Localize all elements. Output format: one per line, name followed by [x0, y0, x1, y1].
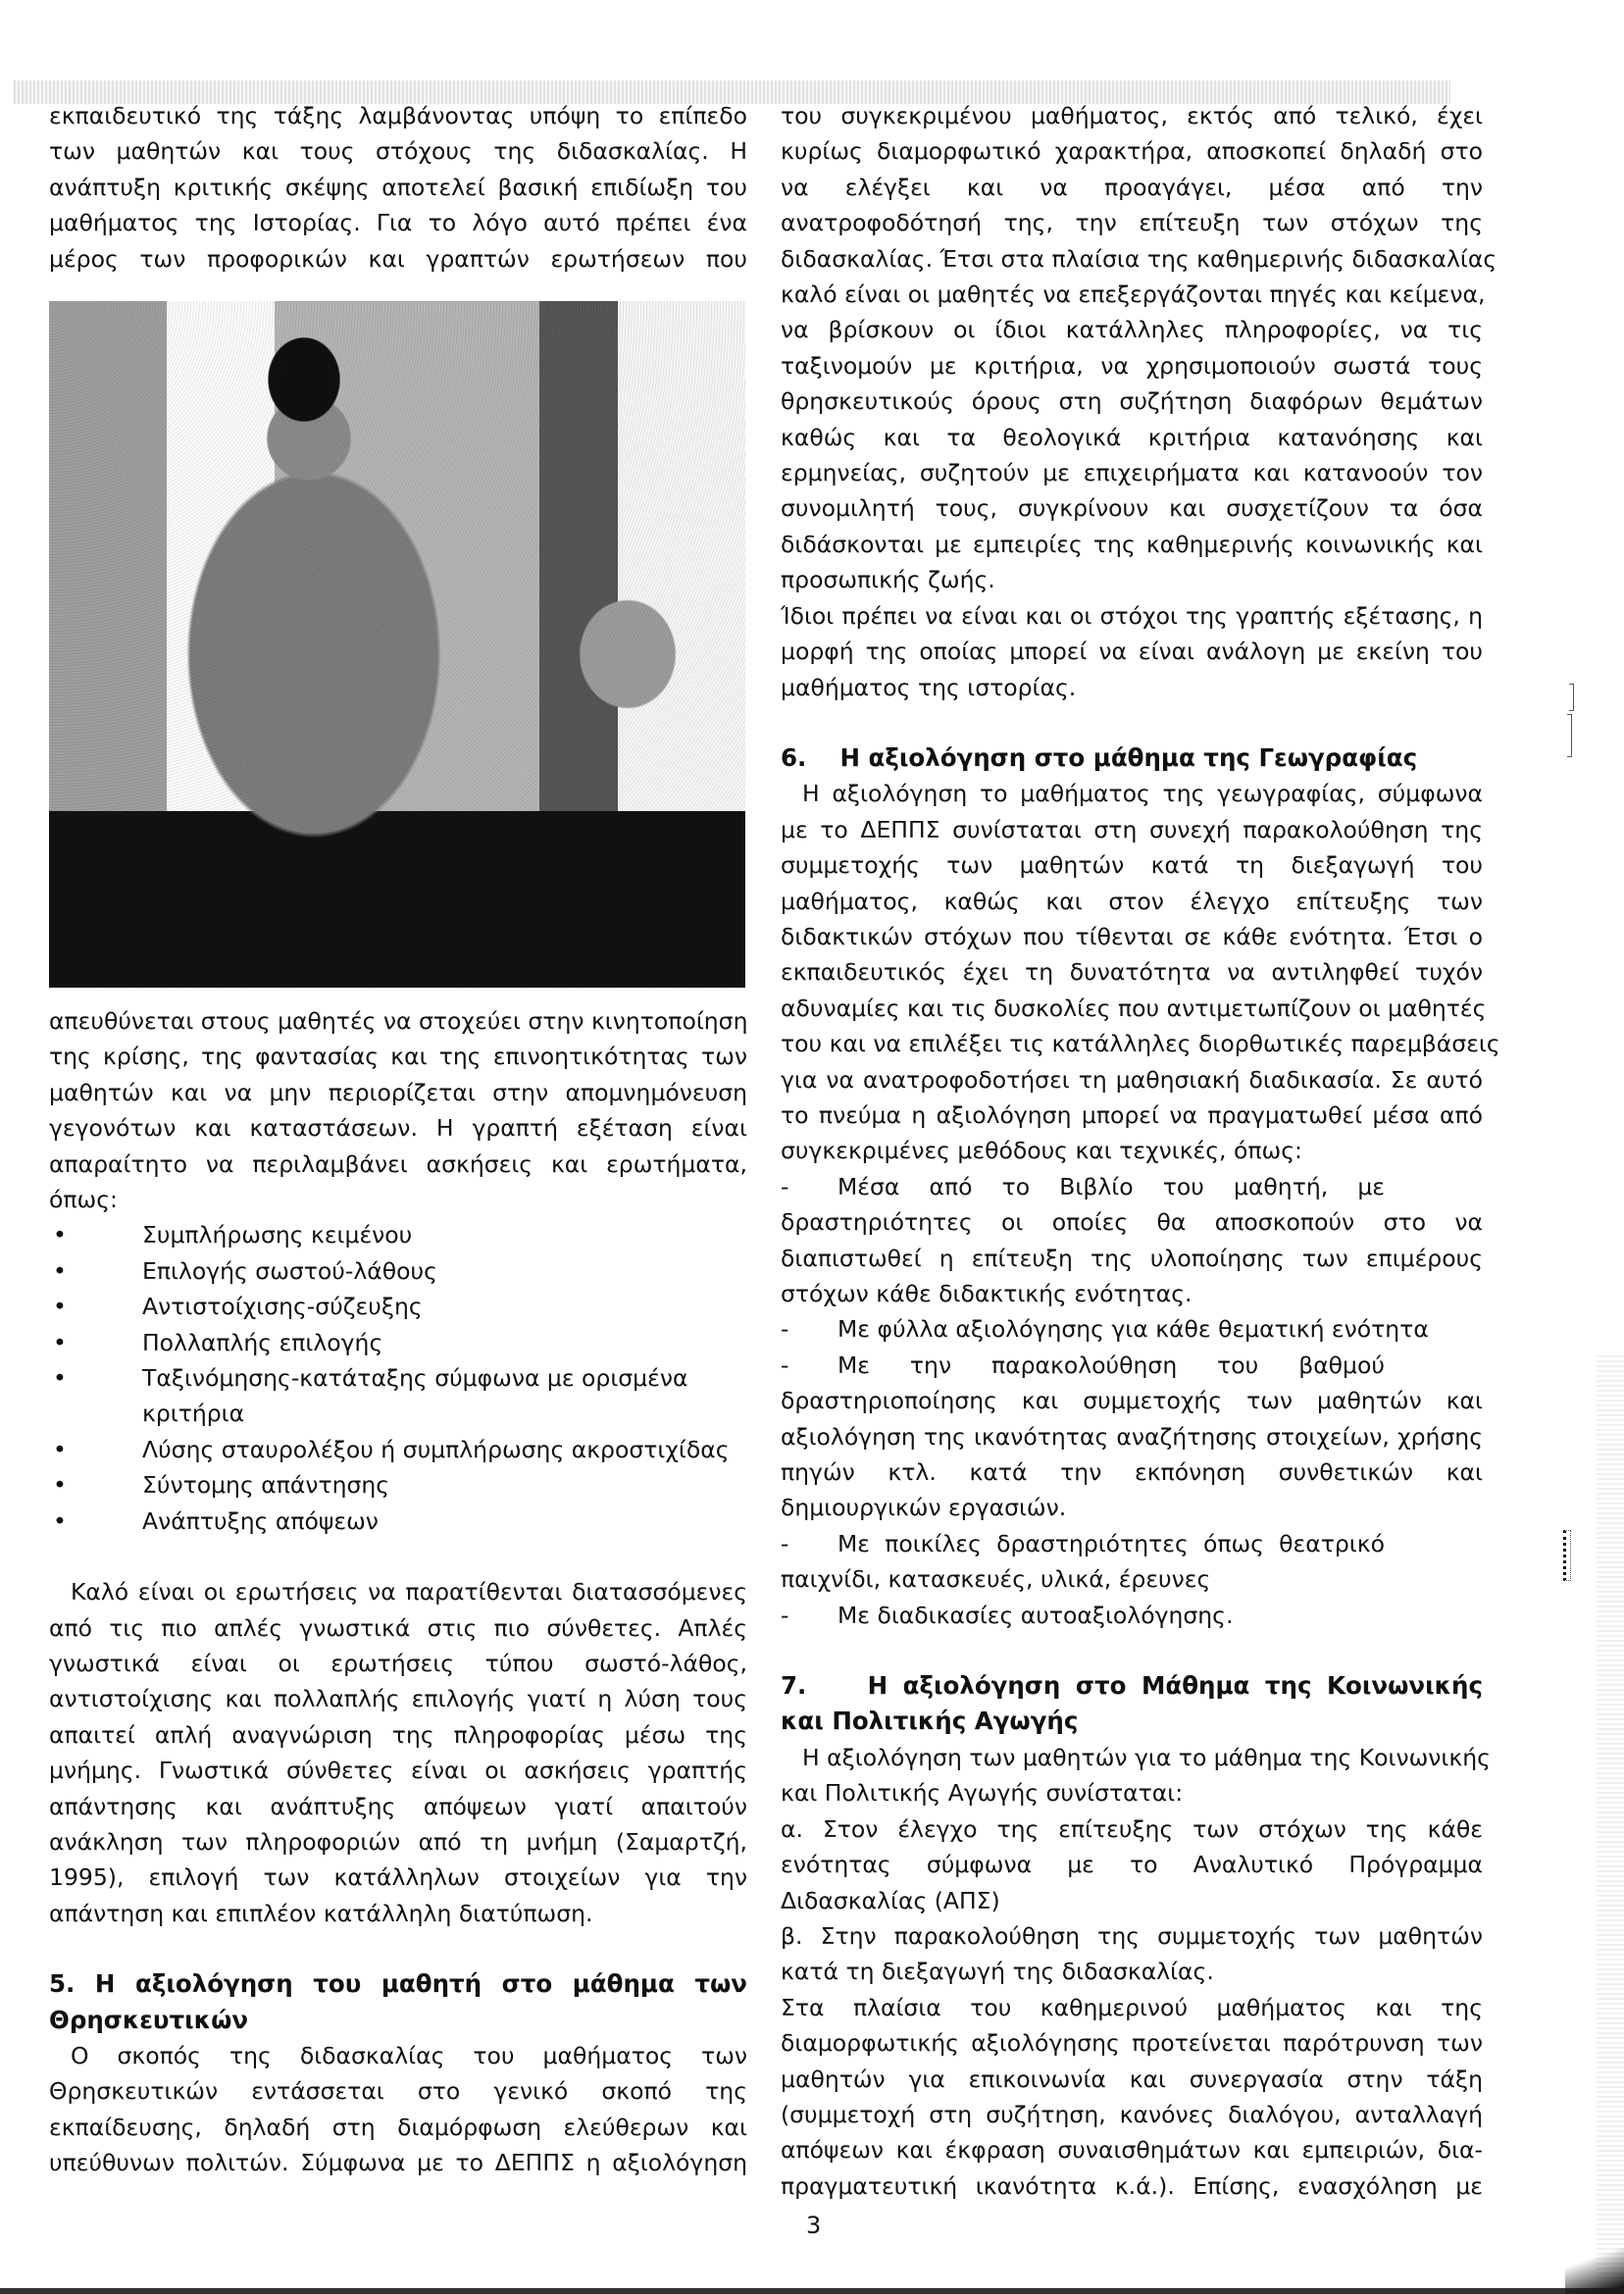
questions-paragraph: [49, 1574, 747, 1931]
text-line: καλό είναι οι μαθητές να επεξεργάζονται πηγές και κείμενα,: [781, 280, 1486, 309]
text-line: απόψεων και έκφραση συναισθημάτων και εμπειριών, δια-: [781, 2136, 1483, 2165]
list-item-text: Αντιστοίχισης-σύζευξης: [142, 1293, 423, 1321]
text-line: του συγκεκριμένου μαθήματος, εκτός από τελικό, έχει: [781, 102, 1483, 129]
list-item-text: Ανάπτυξης απόψεων: [142, 1506, 379, 1535]
section-7-heading-line1: 7. Η αξιολόγηση στο Μάθημα της Κοινωνικής: [781, 1671, 1483, 1701]
text-line: διδακτικών στόχων που τίθενται σε κάθε ενότητα. Έτσι ο: [781, 922, 1483, 950]
section-5-heading-line2: Θρησκευτικών: [49, 2005, 249, 2034]
margin-pencil-mark: [1563, 1530, 1571, 1581]
section-7-closing: [781, 1990, 1483, 2204]
dash-icon: -: [781, 1601, 789, 1629]
method-first-line: [781, 1348, 1483, 1383]
list-item: [49, 1325, 747, 1360]
section-6-heading: [781, 740, 1483, 776]
bullet-icon: •: [53, 1364, 67, 1393]
scan-bottom-edge: [0, 2288, 1624, 2294]
text-line: ενότητας σύμφωνα με το Αναλυτικό Πρόγραμμα: [781, 1851, 1483, 1879]
section-6-heading-text: 6. Η αξιολόγηση στο μάθημα της Γεωγραφίας: [781, 742, 1418, 772]
text-line: με το ΔΕΠΠΣ συνίσταται στη συνεχή παρακολούθηση της: [781, 815, 1483, 843]
method-text: Με φύλλα αξιολόγησης για κάθε θεματική ενότητα: [837, 1315, 1429, 1344]
exam-types-list: [49, 1217, 747, 1539]
list-item: [49, 1217, 747, 1252]
text-line: απαιτεί απλή αναγνώριση της πληροφορίας μέσω της: [49, 1720, 747, 1749]
text-line: της κρίσης, της φαντασίας και της επινοητικότητας των: [49, 1043, 747, 1071]
section-6-paragraph: [781, 776, 1500, 1168]
method-continuation-line: πηγών κτλ. κατά την εκπόνηση συνθετικών και: [781, 1458, 1483, 1487]
religion-assessment-paragraph: [781, 98, 1497, 598]
method-item: [781, 1598, 1483, 1633]
page-number: 3: [806, 2212, 822, 2239]
assessment-methods-list: [781, 1169, 1483, 1633]
section-7-heading-line2: και Πολιτικής Αγωγής: [781, 1707, 1079, 1736]
text-line: πραγματευτική ικανότητα κ.ά.). Επίσης, ενασχόληση με: [781, 2171, 1483, 2200]
text-line: όπως:: [49, 1186, 118, 1214]
bullet-icon: •: [53, 1328, 67, 1356]
method-continuation-line: δραστηριοποίησης και συμμετοχής των μαθητών και: [781, 1387, 1483, 1415]
text-line: ανατροφοδότησή της, την επίτευξη των στόχων της: [781, 209, 1483, 237]
method-item: [781, 1311, 1483, 1347]
method-first-line: [781, 1311, 1483, 1347]
text-line: Καλό είναι οι ερωτήσεις να παρατίθενται διατασσόμενες: [71, 1578, 747, 1606]
list-item: [49, 1467, 747, 1503]
section-7-item-a: [781, 1811, 1483, 1918]
text-line: γνωστικά είναι οι ερωτήσεις τύπου σωστό-λάθος,: [49, 1649, 747, 1677]
bullet-icon: •: [53, 1221, 67, 1249]
list-item: [49, 1360, 747, 1432]
bullet-icon: •: [53, 1256, 67, 1285]
method-first-line: [781, 1526, 1483, 1561]
list-item: [49, 1432, 747, 1467]
method-item: [781, 1526, 1483, 1598]
list-item-text: Συμπλήρωσης κειμένου: [142, 1221, 413, 1249]
text-line: Η αξιολόγηση των μαθητών για το μάθημα της Κοινωνικής: [802, 1743, 1491, 1771]
text-line: κατά τη διεξαγωγή της διδασκαλίας.: [781, 1958, 1214, 1986]
text-line: Ίδιοι πρέπει να είναι και οι στόχοι της γραπτής εξέτασης, η: [781, 601, 1483, 630]
section-5-heading: [49, 1966, 747, 2038]
text-line: Διδασκαλίας (ΑΠΣ): [781, 1886, 1000, 1914]
method-text: Με ποικίλες δραστηριότητες όπως θεατρικό: [837, 1529, 1385, 1557]
text-line: εκπαιδευτικό της τάξης λαμβάνοντας υπόψη το επίπεδο: [49, 102, 747, 129]
right-column: [781, 98, 1500, 2204]
list-item-text: Λύσης σταυρολέξου ή συμπλήρωσης ακροστιχίδας: [142, 1435, 730, 1463]
text-line: και Πολιτικής Αγωγής συνίσταται:: [781, 1779, 1184, 1808]
text-line: διαμορφωτικής αξιολόγησης προτείνεται παρότρυνση των: [781, 2029, 1483, 2058]
text-line: απαραίτητο να περιλαμβάνει ασκήσεις και ερωτήματα,: [49, 1149, 747, 1178]
exam-paragraph: [49, 1003, 747, 1217]
section-7-heading: [781, 1668, 1483, 1740]
text-line: μνήμης. Γνωστικά σύνθετες είναι οι ασκήσεις γραπτής: [49, 1757, 747, 1785]
text-line: από τις πιο απλές γνωστικά στις πιο σύνθετες. Απλές: [49, 1613, 747, 1642]
list-item: [49, 1253, 747, 1289]
text-line: εκπαίδευσης, δηλαδή στη διαμόρφωση ελεύθερων και: [49, 2113, 747, 2141]
text-line: να ελέγξει και να προαγάγει, μέσα από την: [781, 173, 1483, 201]
text-line: απάντηση και επιπλέον κατάλληλη διατύπωση.: [49, 1899, 593, 1927]
text-line: απάντησης και ανάπτυξης απόψεων γιατί απαιτούν: [49, 1792, 747, 1820]
method-continuation-line: στόχων κάθε διδακτικής ενότητας.: [781, 1280, 1193, 1307]
method-first-line: [781, 1169, 1483, 1204]
text-line: Ο σκοπός της διδασκαλίας του μαθήματος των: [71, 2041, 747, 2069]
text-line: αντιστοίχισης και πολλαπλής επιλογής γιατί η λύση τους: [49, 1685, 747, 1713]
text-line: μαθήματος της ιστορίας.: [781, 673, 1077, 701]
bullet-icon: •: [53, 1506, 67, 1535]
text-line: Θρησκευτικών εντάσσεται στο γενικό σκοπό της: [49, 2077, 747, 2106]
text-line: μαθήματος, καθώς και στον έλεγχο επίτευξης των: [781, 887, 1483, 915]
dash-icon: -: [781, 1529, 789, 1557]
bullet-icon: •: [53, 1471, 67, 1500]
method-continuation-line: δημιουργικών εργασιών.: [781, 1494, 1067, 1522]
list-item: [49, 1504, 747, 1539]
text-line: διδασκαλίας. Έτσι στα πλαίσια της καθημερινής διδασκαλίας: [781, 244, 1497, 273]
dash-icon: -: [781, 1315, 789, 1344]
section-7-item-b: [781, 1918, 1483, 1990]
method-continuation-line: δραστηριότητες οι οποίες θα αποσκοπούν στο να: [781, 1208, 1483, 1237]
method-continuation-line: διαπιστωθεί η επίτευξη της υλοποίησης των επιμέρους: [781, 1244, 1483, 1272]
text-line: υπεύθυνων πολιτών. Σύμφωνα με το ΔΕΠΠΣ η αξιολόγηση: [49, 2149, 747, 2177]
method-text: Με διαδικασίες αυτοαξιολόγησης.: [837, 1601, 1234, 1629]
method-text: Με την παρακολούθηση του βαθμού: [837, 1351, 1385, 1379]
text-line: για να ανατροφοδοτήσει τη μαθησιακή διαδικασία. Σε αυτό: [781, 1065, 1483, 1094]
dash-icon: -: [781, 1351, 789, 1379]
bullet-icon: •: [53, 1435, 67, 1463]
text-line: ανάπτυξη κριτικής σκέψης αποτελεί βασική επιδίωξη του: [49, 173, 747, 201]
text-line: ταξινομούν με κριτήρια, να χρησιμοποιούν σωστά τους: [781, 351, 1483, 380]
text-line: Η αξιολόγηση το μαθήματος της γεωγραφίας, σύμφωνα: [802, 780, 1483, 808]
text-line: αδυναμίες και τις δυσκολίες που αντιμετωπίζουν οι μαθητές: [781, 994, 1487, 1022]
text-line: συνομιλητή τους, συγκρίνουν και συσχετίζουν τα όσα: [781, 494, 1483, 523]
section-5-paragraph: [49, 2038, 747, 2181]
text-line: β. Στην παρακολούθηση της συμμετοχής των μαθητών: [781, 1921, 1483, 1950]
text-line: ανάκληση των πληροφοριών από τη μνήμη (Σαμαρτζή,: [49, 1827, 747, 1856]
classroom-photo: [49, 301, 745, 988]
written-exam-paragraph: [781, 598, 1483, 705]
text-line: γεγονότων και καταστάσεων. Η γραπτή εξέταση είναι: [49, 1114, 747, 1143]
text-line: μαθητών και να μην περιορίζεται στην απομνημόνευση: [49, 1078, 747, 1106]
list-item-text: Πολλαπλής επιλογής: [142, 1328, 383, 1356]
text-line: κυρίως διαμορφωτικό χαρακτήρα, αποσκοπεί δηλαδή στο: [781, 137, 1483, 166]
list-item-text: Ταξινόμησης-κατάταξης σύμφωνα με ορισμένα κριτήρια: [142, 1364, 688, 1428]
text-line: συγκεκριμένες μεθόδους και τεχνικές, όπως:: [781, 1137, 1302, 1165]
margin-bracket-mark: [1567, 714, 1572, 757]
section-7-intro: [781, 1740, 1491, 1811]
text-line: θρησκευτικούς όρους στη συζήτηση διαφόρων θεμάτων: [781, 387, 1483, 416]
method-item: [781, 1348, 1483, 1526]
text-line: καθώς και τα θεολογικά κριτήρια κατανόησης και: [781, 423, 1483, 451]
text-line: Στα πλαίσια του καθημερινού μαθήματος και της: [781, 1993, 1483, 2021]
method-text: Μέσα από το Βιβλίο του μαθητή, με: [837, 1172, 1385, 1200]
text-line: ερμηνείας, συζητούν με επιχειρήματα και κατανοούν τον: [781, 459, 1483, 487]
bullet-icon: •: [53, 1293, 67, 1321]
text-line: διδάσκονται με εμπειρίες της καθημερινής κοινωνικής και: [781, 530, 1483, 558]
list-item-text: Σύντομης απάντησης: [142, 1471, 390, 1500]
text-line: των μαθητών και τους στόχους της διδασκαλίας. Η: [49, 137, 747, 166]
list-item-text: Επιλογής σωστού-λάθους: [142, 1256, 437, 1285]
text-line: να βρίσκουν οι ίδιοι κατάλληλες πληροφορίες, να τις: [781, 316, 1483, 344]
text-line: μέρος των προφορικών και γραπτών ερωτήσεων που: [49, 244, 747, 273]
method-continuation-line: αξιολόγηση της ικανότητας αναζήτησης στοιχείων, χρήσης: [781, 1422, 1483, 1451]
text-line: προσωπικής ζωής.: [781, 566, 995, 594]
text-line: 1995), επιλογή των κατάλληλων στοιχείων για την: [49, 1863, 747, 1892]
method-item: [781, 1169, 1483, 1312]
list-item: [49, 1289, 747, 1324]
left-column-lower: [49, 1003, 747, 2181]
text-line: μαθητών για επικοινωνία και συνεργασία στην τάξη: [781, 2065, 1483, 2093]
text-line: εκπαιδευτικός έχει τη δυνατότητα να αντιληφθεί τυχόν: [781, 958, 1483, 987]
method-continuation-line: παιχνίδι, κατασκευές, υλικά, έρευνες: [781, 1565, 1211, 1594]
left-column-intro: [49, 98, 747, 277]
scan-corner-shadow: [1565, 2235, 1624, 2294]
text-line: συμμετοχής των μαθητών κατά τη διεξαγωγή του: [781, 851, 1483, 880]
method-first-line: [781, 1598, 1483, 1633]
text-line: α. Στον έλεγχο της επίτευξης των στόχων της κάθε: [781, 1814, 1483, 1843]
scan-edge-shadow: [1597, 1353, 1624, 2294]
text-line: μαθήματος της Ιστορίας. Για το λόγο αυτό πρέπει ένα: [49, 209, 747, 237]
text-line: (συμμετοχή στη συζήτηση, κανόνες διαλόγου, ανταλλαγή: [781, 2100, 1483, 2128]
dash-icon: -: [781, 1172, 789, 1200]
text-line: του και να επιλέξει τις κατάλληλες διορθωτικές παρεμβάσεις: [781, 1030, 1500, 1058]
section-5-heading-line1: 5. Η αξιολόγηση του μαθητή στο μάθημα των: [49, 1969, 747, 1999]
margin-bracket-mark: [1569, 684, 1574, 711]
text-line: το πνεύμα η αξιολόγηση μπορεί να πραγματωθεί μέσα από: [781, 1100, 1483, 1129]
text-line: απευθύνεται στους μαθητές να στοχεύει στην κινητοποίηση: [49, 1007, 748, 1035]
text-line: μορφή της οποίας μπορεί να είναι ανάλογη με εκείνη του: [781, 637, 1483, 666]
